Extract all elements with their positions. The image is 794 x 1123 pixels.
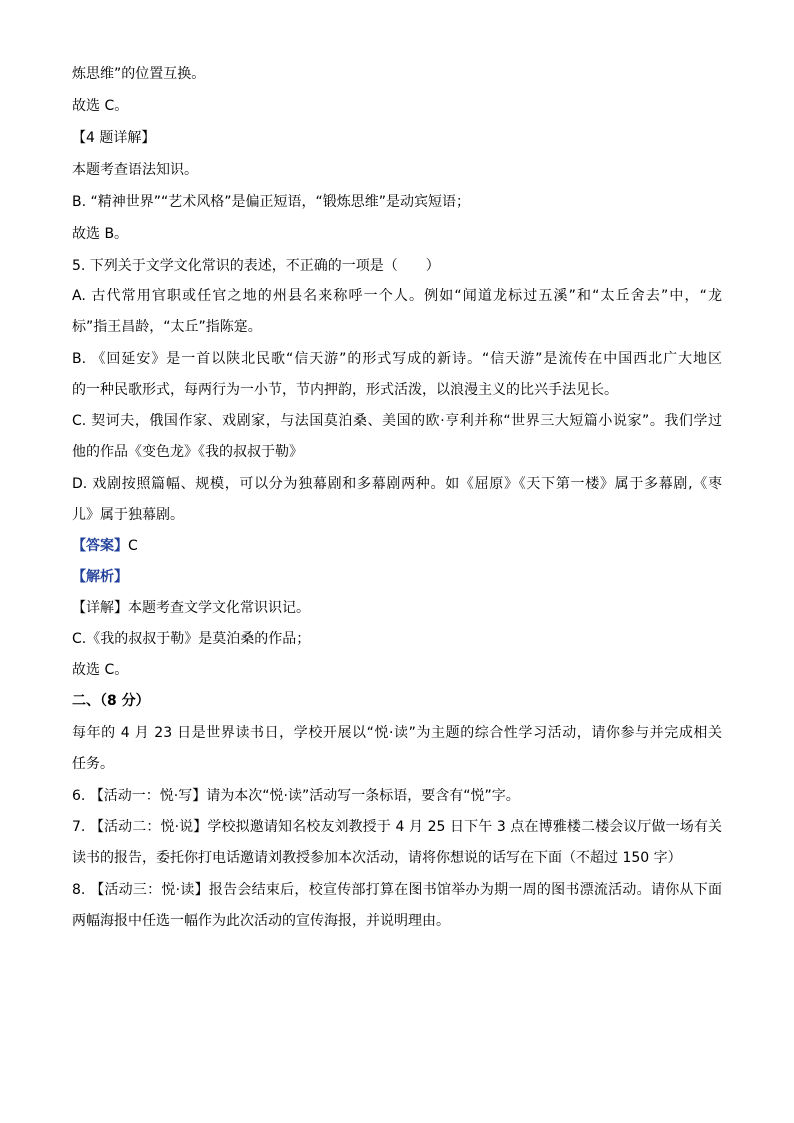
option-d-line: 儿》属于独幕剧。 [72, 507, 184, 523]
option-b-line: B. 《回延安》是一首以陕北民歌“信天游”的形式写成的新诗。“信天游”是流传在中国西北广大地区 [72, 351, 722, 367]
text-line: 炼思维”的位置互换。 [72, 66, 206, 82]
subquestion-heading: 【4 题详解】 [72, 130, 156, 146]
question-8-line: 8. 【活动三：悦·读】报告会结束后，校宣传部打算在图书馆举办为期一周的图书漂流活动。请你从下面 [72, 882, 722, 898]
intro-line: 每年的 4 月 23 日是世界读书日，学校开展以“悦·读”为主题的综合性学习活动，请你参与并完成相关 [72, 725, 722, 741]
option-b-line: 的一种民歌形式，每两行为一小节，节内押韵，形式活泼，以浪漫主义的比兴手法见长。 [72, 382, 618, 398]
text-line: 故选 B。 [72, 226, 129, 242]
question-6: 6. 【活动一：悦·写】请为本次“悦·读”活动写一条标语，要含有“悦”字。 [72, 788, 520, 804]
analysis-label: 【解析】 [72, 569, 128, 585]
option-a-line: 标”指王昌龄，“太丘”指陈寔。 [72, 319, 262, 335]
text-line: B. “精神世界”“艺术风格”是偏正短语，“锻炼思维”是动宾短语； [72, 194, 471, 210]
question-5-stem: 5. 下列关于文学文化常识的表述，不正确的一项是（ ） [72, 258, 440, 274]
text-line: 故选 C。 [72, 98, 129, 114]
option-c-line: C. 契诃夫，俄国作家、戏剧家，与法国莫泊桑、美国的欧·亨利并称“世界三大短篇小说家”。我们学过 [72, 413, 722, 429]
answer-line [72, 536, 722, 556]
option-d-line: D. 戏剧按照篇幅、规模，可以分为独幕剧和多幕剧两种。如《屈原》《天下第一楼》属于多幕剧,《枣 [72, 476, 722, 492]
text-line: 故选 C。 [72, 662, 129, 678]
text-line: C.《我的叔叔于勒》是莫泊桑的作品； [72, 631, 311, 647]
question-7-line: 7. 【活动二：悦·说】学校拟邀请知名校友刘教授于 4 月 25 日下午 3 点在博雅楼二楼会议厅做一场有关 [72, 819, 722, 835]
question-7-line: 读书的报告，委托你打电话邀请刘教授参加本次活动，请将你想说的话写在下面（不超过 150 字） [72, 850, 682, 866]
question-8-line: 两幅海报中任选一幅作为此次活动的宣传海报，并说明理由。 [72, 913, 450, 929]
option-c-line: 他的作品《变色龙》《我的叔叔于勒》 [72, 444, 303, 460]
section-heading: 二、（8 分） [72, 693, 150, 709]
option-a-line: A. 古代常用官职或任官之地的州县名来称呼一个人。例如“闻道龙标过五溪”和“太丘舍去”中，“龙 [72, 288, 722, 304]
intro-line: 任务。 [72, 756, 114, 772]
text-line: 本题考查语法知识。 [72, 162, 198, 178]
text-line: 【详解】本题考查文学文化常识识记。 [72, 600, 310, 616]
answer-label: 【答案】 [72, 538, 128, 554]
answer-value: C [128, 538, 138, 554]
